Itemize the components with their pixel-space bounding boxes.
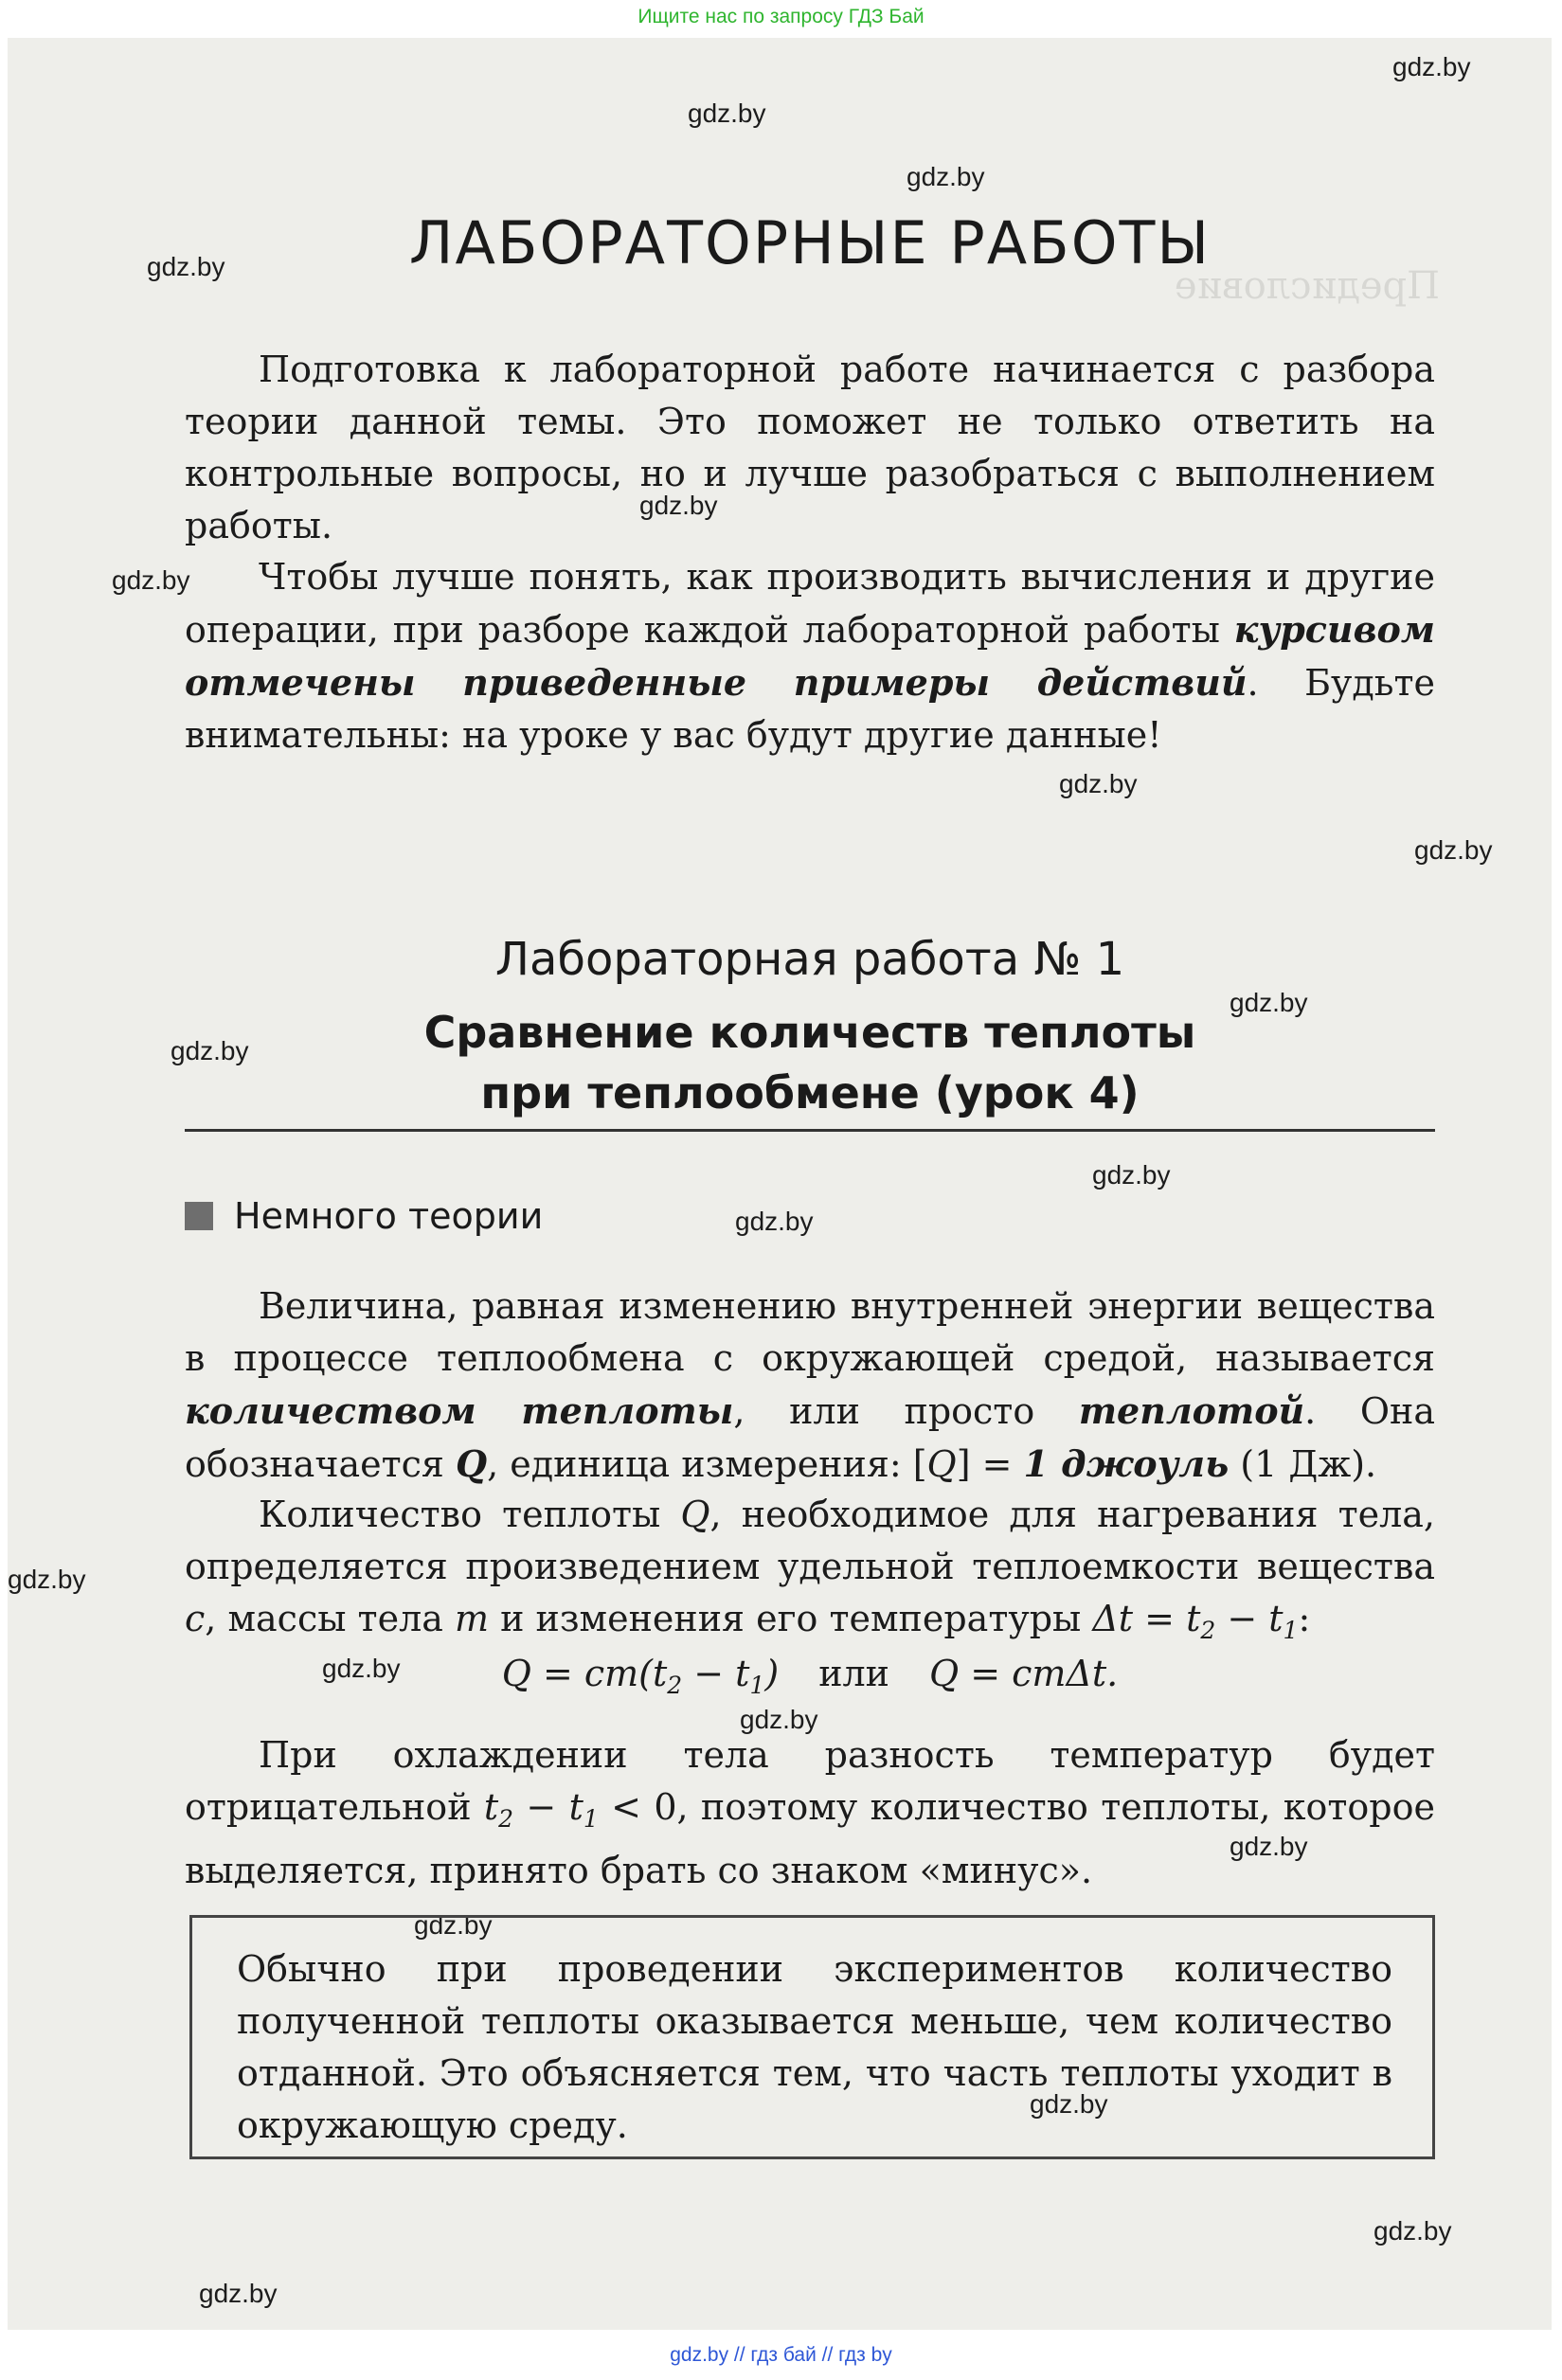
watermark: gdz.by — [1230, 1832, 1308, 1861]
watermark: gdz.by — [147, 252, 225, 281]
lab-title-line-2: при теплообмене (урок 4) — [480, 1067, 1140, 1118]
bleed-through-text: Предисловие — [1174, 264, 1440, 308]
watermark: gdz.by — [199, 2279, 278, 2308]
square-bullet-icon — [185, 1202, 213, 1230]
intro-paragraph-2: Чтобы лучше понять, как производить вычисления и другие операции, при разборе каждой лабораторной работы курсивом отмечены приведенные примеры действий. Будьте внимательны: на уроке у вас будут другие данные! — [185, 556, 1435, 756]
watermark: gdz.by — [907, 162, 985, 191]
title-rule — [185, 1129, 1435, 1132]
lab-title — [180, 1002, 1440, 1123]
theory-paragraph-2: Количество теплоты Q, необходимое для нагревания тела, определяется произведением удельной теплоемкости вещества c, массы тела m и изменения его температуры $\Delta t = t_2 - t_1$: — [185, 1494, 1435, 1644]
theory-paragraph-1: Величина, равная изменению внутренней энергии вещества в процессе теплообмена с окружающей средой, называется количеством теплоты, или просто теплотой. Она обозначается Q, единица измерения: [Q] = 1 джоуль (1 Дж). — [185, 1285, 1435, 1485]
note-text: Обычно при проведении экспериментов количество полученной теплоты оказывается меньше, чем количество отданной. Это объясняется тем, что часть теплоты уходит в окружающую среду. — [237, 1948, 1392, 2146]
watermark: gdz.by — [1392, 52, 1471, 81]
watermark: gdz.by — [688, 98, 766, 128]
watermark: gdz.by — [1373, 2216, 1452, 2246]
watermark: gdz.by — [8, 1565, 86, 1594]
theory-paragraph-3: При охлаждении тела разность температур будет отрицательной $t_2 - t_1 < 0$, поэтому количество теплоты, которое выделяется, принято брать со знаком «минус». — [185, 1734, 1435, 1891]
watermark: gdz.by — [1030, 2089, 1108, 2119]
lab-title-line-1: Сравнение количеств теплоты — [423, 1007, 1196, 1058]
watermark: gdz.by — [414, 1910, 493, 1940]
lab-number: Лабораторная работа № 1 — [494, 933, 1125, 986]
page-title: ЛАБОРАТОРНЫЕ РАБОТЫ — [408, 208, 1212, 277]
heat-formula: $Q = cm(t_2 - t_1)$ или Q = cmΔt. — [501, 1653, 1119, 1699]
section-title: Немного теории — [234, 1195, 544, 1237]
watermark: gdz.by — [735, 1207, 814, 1236]
watermark: gdz.by — [1230, 988, 1308, 1017]
bottom-banner: gdz.by // гдз бай // гдз by — [670, 2344, 892, 2366]
watermark: gdz.by — [112, 565, 190, 595]
section-heading — [185, 1195, 543, 1237]
watermark: gdz.by — [1414, 835, 1493, 865]
watermark: gdz.by — [322, 1654, 401, 1683]
watermark: gdz.by — [171, 1036, 249, 1065]
watermark: gdz.by — [1059, 769, 1138, 798]
intro-paragraph: Подготовка к лабораторной работе начинается с разбора теории данной темы. Это поможет не только ответить на контрольные вопросы, но и лучше разобраться с выполнением работы. — [185, 349, 1435, 546]
watermark: gdz.by — [1092, 1160, 1171, 1190]
top-banner: Ищите нас по запросу ГДЗ Бай — [637, 6, 925, 27]
watermark: gdz.by — [740, 1705, 818, 1734]
watermark: gdz.by — [639, 491, 718, 520]
